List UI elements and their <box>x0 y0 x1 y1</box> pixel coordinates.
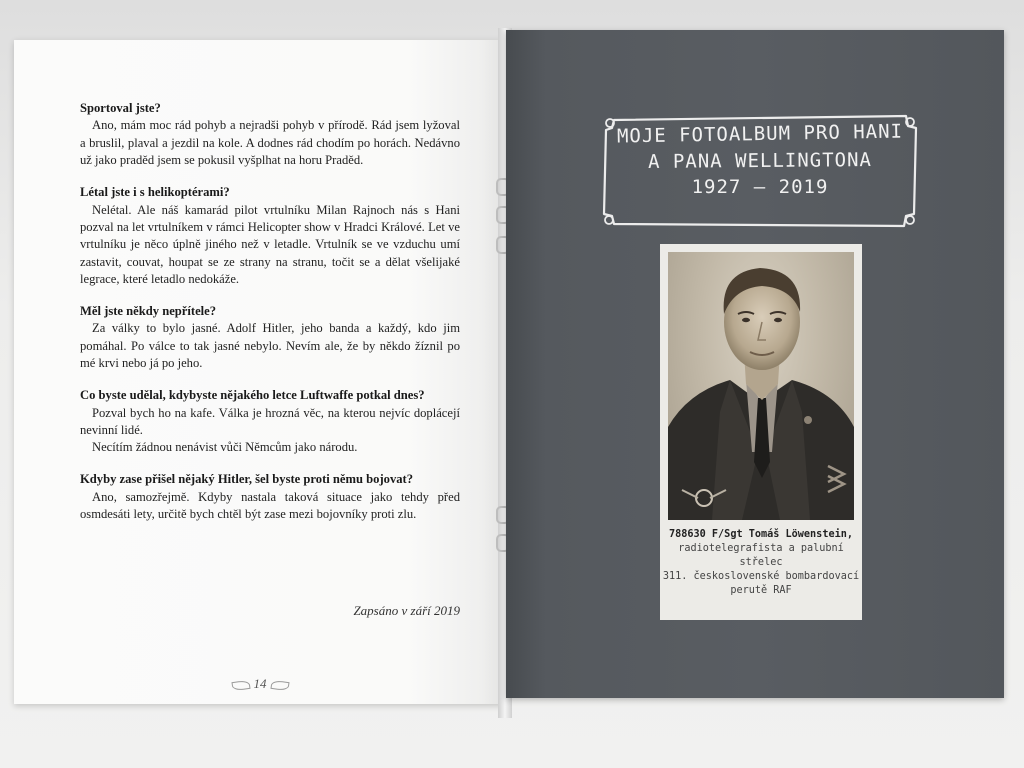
answer-paragraph: Nelétal. Ale náš kamarád pilot vrtulníku Milan Rajnoch nás s Hani pozval na let vrtulníkem v rámci Helicopter show v Hradci Králové. Let ve vrtulníku je něco úplně jiného než v letadle. Vrtulník se ve vzduchu umí zastavit, couvat, houpat se ze strany na stranu, točit se a dělat všelijaké legrace, které letadlo nedokáže. <box>80 202 460 287</box>
qa-block <box>80 471 460 523</box>
qa-block <box>80 387 460 457</box>
album-title-frame <box>600 114 920 230</box>
left-page <box>14 40 506 704</box>
right-page <box>506 30 1004 698</box>
album-title-line: A PANA WELLINGTONA <box>647 149 873 173</box>
answer-paragraph: Za války to bylo jasné. Adolf Hitler, jeho banda a každý, kdo jim pomáhal. Po válce to tak jasné nebylo. Nevím ale, že by někdo žíznil po mé krvi nebo já po jeho. <box>80 321 460 371</box>
page-number: 14 <box>253 676 267 691</box>
qa-block <box>80 303 460 373</box>
answer-paragraph: Pozval bych ho na kafe. Válka je hrozná věc, na kterou nejvíc doplácejí nevinní lidé. <box>80 405 460 437</box>
question: Létal jste i s helikoptérami? <box>80 185 230 200</box>
caption-name: 788630 F/Sgt Tomáš Löwenstein, <box>668 529 853 540</box>
qa-block <box>80 184 460 288</box>
leaf-ornament-icon <box>270 679 289 690</box>
answer-paragraph: Necítím žádnou nenávist vůči Němcům jako národu. <box>92 440 358 455</box>
question: Sportoval jste? <box>80 101 161 115</box>
answer-paragraph: Ano, mám moc rád pohyb a nejradši pohyb v přírodě. Rád jsem lyžoval a bruslil, plaval a jezdil na kole. A dodnes rád chodím po horách. Nedávno už jako praděd jsem se pokusil vyšplhat na horu Praděd. <box>80 118 460 168</box>
signature-date: Zapsáno v září 2019 <box>353 603 460 618</box>
question: Co byste udělal, kdybyste nějakého letce Luftwaffe potkal dnes? <box>80 388 425 403</box>
qa-block <box>80 100 460 170</box>
airman-portrait-icon <box>668 252 854 520</box>
caption-line: radiotelegrafista a palubní střelec <box>678 543 844 568</box>
portrait-card <box>660 244 862 620</box>
portrait-photo <box>668 252 854 520</box>
question: Kdyby zase přišel nějaký Hitler, šel byste proti němu bojovat? <box>80 472 414 487</box>
page-number-footer <box>14 676 506 692</box>
album-title-years: 1927 – 2019 <box>691 176 829 198</box>
answer-paragraph: Ano, samozřejmě. Kdyby nastala taková situace jako tehdy před osmdesáti lety, určitě bych chtěl být zase mezi bojovníky proti zlu. <box>80 489 460 522</box>
album-title-line: MOJE FOTOALBUM PRO HANI <box>616 120 904 148</box>
portrait-caption <box>660 528 862 598</box>
caption-line: 311. československé bombardovací <box>662 571 860 582</box>
question: Měl jste někdy nepřítele? <box>80 304 217 319</box>
interview-text <box>80 100 460 538</box>
leaf-ornament-icon <box>231 679 250 690</box>
caption-line: perutě RAF <box>730 585 792 596</box>
